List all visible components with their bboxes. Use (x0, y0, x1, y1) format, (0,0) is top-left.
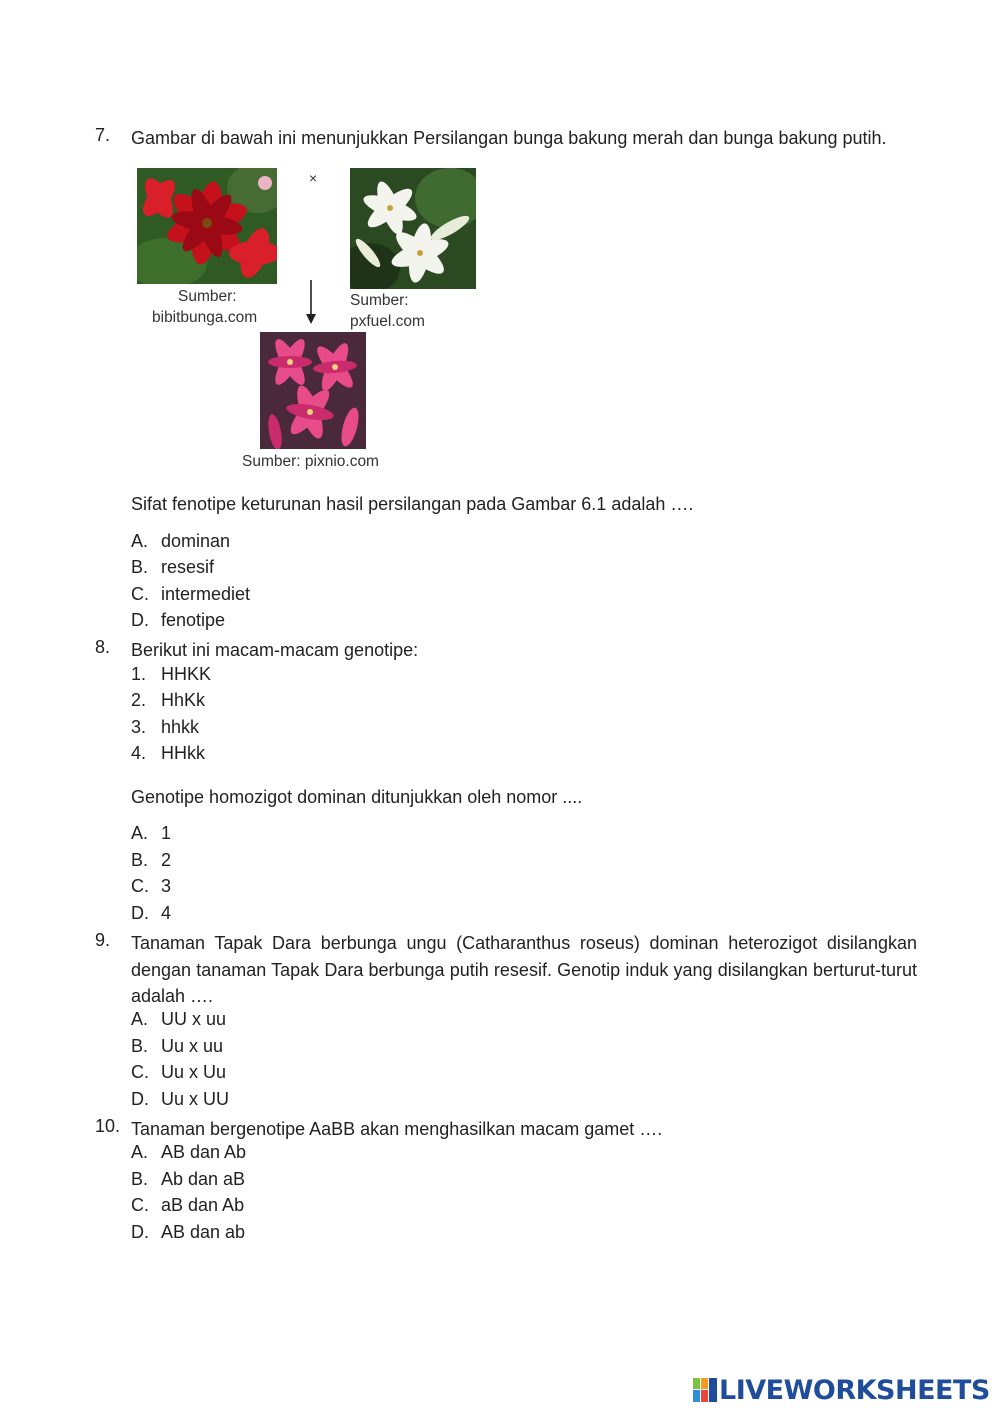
caption-line: Sumber: (178, 288, 237, 305)
answer-option-c[interactable]: C. Uu x Uu (131, 1062, 227, 1082)
question-prompt: Genotipe homozigot dominan ditunjukkan oleh nomor .... (131, 787, 583, 807)
genotype-item: 1. HHKK (131, 664, 212, 684)
question-text: Tanaman Tapak Dara berbunga ungu (Catharanthus roseus) dominan heterozigot disilangkan dengan tanaman Tapak Dara berbunga putih resesif. Genotip induk yang disilangkan berturut-turut adalah …. (131, 933, 917, 1006)
answer-option-b[interactable]: B. 2 (131, 850, 172, 870)
answer-option-a[interactable]: A. 1 (131, 823, 172, 843)
pink-lily-image (260, 332, 366, 449)
genotype-item: 3. hhkk (131, 717, 200, 737)
red-lily-image (137, 168, 277, 284)
liveworksheets-wordmark: LIVEWORKSHEETS (719, 1374, 990, 1406)
liveworksheets-logo-icon (693, 1378, 717, 1402)
answer-option-a[interactable]: A. dominan (131, 531, 231, 551)
answer-option-c[interactable]: C. intermediet (131, 584, 251, 604)
answer-option-b[interactable]: B. Ab dan aB (131, 1169, 246, 1189)
answer-option-d[interactable]: D. Uu x UU (131, 1089, 230, 1109)
answer-option-c[interactable]: C. aB dan Ab (131, 1195, 245, 1215)
answer-option-d[interactable]: D. AB dan ab (131, 1222, 246, 1242)
liveworksheets-logo[interactable] (693, 1375, 990, 1405)
question-prompt: Sifat fenotipe keturunan hasil persilangan pada Gambar 6.1 adalah …. (131, 494, 694, 514)
genotype-item: 4. HHkk (131, 743, 205, 763)
answer-option-b[interactable]: B. Uu x uu (131, 1036, 224, 1056)
answer-option-d[interactable]: D. 4 (131, 903, 172, 923)
answer-option-a[interactable]: A. AB dan Ab (131, 1142, 247, 1162)
question-number: 10. (95, 1116, 121, 1136)
answer-option-c[interactable]: C. 3 (131, 876, 172, 896)
genotype-item: 2. HhKk (131, 690, 206, 710)
question-text: Tanaman bergenotipe AaBB akan menghasilkan macam gamet …. (131, 1119, 663, 1139)
caption-line: pxfuel.com (350, 313, 425, 330)
answer-option-a[interactable]: A. UU x uu (131, 1009, 227, 1029)
white-lily-image (350, 168, 476, 289)
cross-symbol: × (309, 170, 318, 186)
answer-option-b[interactable]: B. resesif (131, 557, 215, 577)
arrow-down-icon (303, 278, 319, 326)
question-text: Gambar di bawah ini menunjukkan Persilangan bunga bakung merah dan bunga bakung putih. (131, 128, 887, 148)
question-number: 8. (95, 637, 111, 657)
question-number: 9. (95, 930, 111, 950)
question-text: Berikut ini macam-macam genotipe: (131, 640, 419, 660)
caption-line: Sumber: (350, 292, 409, 309)
question-number: 7. (95, 125, 111, 145)
caption-line: Sumber: pixnio.com (242, 453, 379, 470)
answer-option-d[interactable]: D. fenotipe (131, 610, 226, 630)
caption-line: bibitbunga.com (152, 309, 258, 326)
